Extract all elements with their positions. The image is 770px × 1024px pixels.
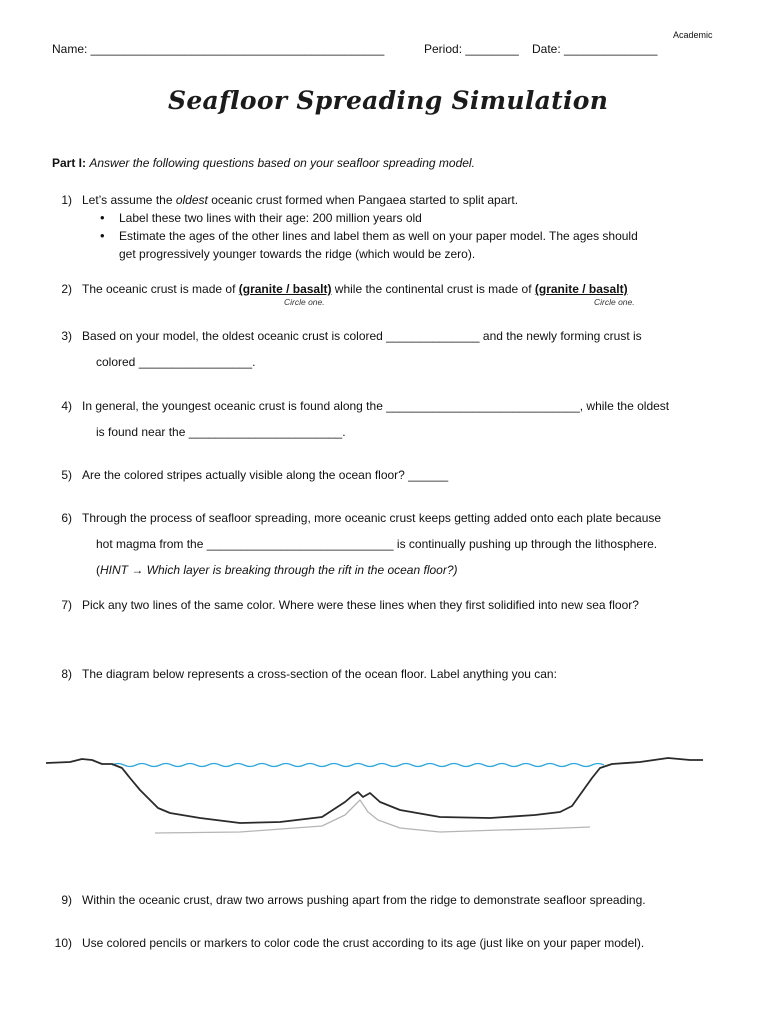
page-title: Seafloor Spreading Simulation — [168, 86, 609, 115]
bullet-item: • Estimate the ages of the other lines and label them as well on your paper model. The ages should get progressively younger towards the ridge (which would be zero). — [96, 227, 656, 263]
name-field[interactable]: Name: ____________________________________________ — [52, 42, 385, 56]
question-1: 1) Let’s assume the oldest oceanic crust formed when Pangaea started to split apart. • Label these two lines with their age: 200 million years old • Estimate the ages of the other lines and label them as well on your paper model. The ages should get progressively younger towards the ridge (which would be zero). — [48, 191, 728, 263]
question-number: 6) — [61, 511, 72, 525]
question-1-bullets — [96, 209, 656, 263]
question-9: 9) Within the oceanic crust, draw two arrows pushing apart from the ridge to demonstrate seafloor spreading. — [48, 891, 646, 909]
question-number: 5) — [61, 468, 72, 482]
question-7: 7) Pick any two lines of the same color. Where were these lines when they first solidified into new sea floor? — [48, 596, 639, 614]
circle-one-note: Circle one. — [594, 297, 635, 307]
part-1-label: Part I: — [52, 156, 87, 170]
ocean-floor-cross-section-diagram[interactable] — [0, 740, 770, 840]
question-2: 2) The oceanic crust is made of (granite / basalt) while the continental crust is made of (granite / basalt) — [48, 280, 628, 298]
question-6: 6) Through the process of seafloor spreading, more oceanic crust keeps getting added onto each plate because — [48, 509, 661, 527]
question-4-line-2[interactable]: is found near the _______________________. — [96, 425, 346, 439]
question-number: 9) — [61, 893, 72, 907]
ocean-surface-wave — [112, 764, 604, 767]
granite-basalt-choice[interactable]: (granite / basalt) — [238, 282, 332, 296]
date-field[interactable]: Date: ______________ — [532, 42, 658, 56]
period-field[interactable]: Period: ________ — [424, 42, 519, 56]
question-5: 5) Are the colored stripes actually visible along the ocean floor? ______ — [48, 466, 448, 484]
question-number: 1) — [61, 193, 72, 207]
question-number: 3) — [61, 329, 72, 343]
bullet-item: • Label these two lines with their age: 200 million years old — [96, 209, 656, 227]
question-3: 3) Based on your model, the oldest oceanic crust is colored ______________ and the newly forming crust is — [48, 327, 642, 345]
question-3-line-2[interactable]: colored _________________. — [96, 355, 256, 369]
seafloor-profile — [46, 758, 703, 823]
question-number: 7) — [61, 598, 72, 612]
course-level-tag: Academic — [673, 30, 713, 40]
question-4: 4) In general, the youngest oceanic crust is found along the _____________________________, while the oldest — [48, 397, 669, 415]
question-10: 10) Use colored pencils or markers to color code the crust according to its age (just like on your paper model). — [48, 934, 644, 952]
part-1-instructions: Answer the following questions based on your seafloor spreading model. — [89, 156, 475, 170]
question-8: 8) The diagram below represents a cross-section of the ocean floor. Label anything you can: — [48, 665, 557, 683]
question-number: 4) — [61, 399, 72, 413]
question-6-line-2[interactable]: hot magma from the ____________________________ is continually pushing up through the lithosphere. — [96, 537, 658, 551]
question-number: 2) — [61, 282, 72, 296]
question-number: 10) — [54, 936, 72, 950]
right-arrow-icon: → — [128, 563, 147, 577]
part-1-heading — [52, 156, 475, 170]
question-number: 8) — [61, 667, 72, 681]
question-6-hint: (HINT → Which layer is breaking through the rift in the ocean floor?) — [96, 563, 458, 577]
granite-basalt-choice[interactable]: (granite / basalt) — [534, 282, 628, 296]
circle-one-note: Circle one. — [284, 297, 325, 307]
